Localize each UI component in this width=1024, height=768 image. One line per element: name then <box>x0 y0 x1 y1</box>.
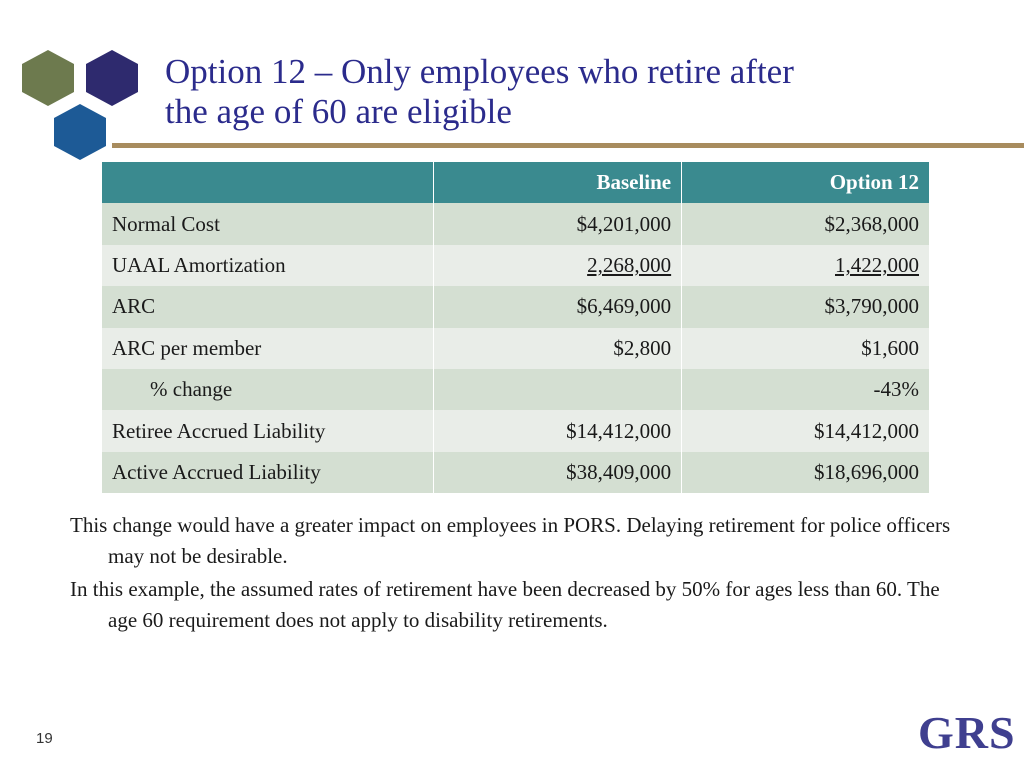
blue-hexagon <box>54 104 106 160</box>
page-number: 19 <box>36 730 53 747</box>
table-row <box>102 452 930 493</box>
notes <box>70 510 960 638</box>
row-label: Retiree Accrued Liability <box>102 410 434 451</box>
table-header-row <box>102 162 930 203</box>
row-label: Active Accrued Liability <box>102 452 434 493</box>
note-paragraph: This change would have a greater impact on employees in PORS. Delaying retirement for police officers may not be desirable. <box>70 513 951 568</box>
option-value: -43% <box>682 369 930 410</box>
table-row <box>102 203 930 244</box>
grs-logo-text: GRS <box>918 707 1016 758</box>
baseline-value: 2,268,000 <box>587 252 672 277</box>
header-baseline: Baseline <box>434 162 682 203</box>
title-line-2: the age of 60 are eligible <box>165 92 512 131</box>
baseline-value: $2,800 <box>434 328 682 369</box>
header-label-column <box>102 162 434 203</box>
row-label: ARC <box>102 286 434 327</box>
option-value: $14,412,000 <box>682 410 930 451</box>
option-value: $3,790,000 <box>682 286 930 327</box>
baseline-value: $14,412,000 <box>434 410 682 451</box>
baseline-value-cell <box>434 245 682 286</box>
table-row <box>102 328 930 369</box>
note-paragraph: In this example, the assumed rates of retirement have been decreased by 50% for ages less than 60. The age 60 requirement does not apply to disability retirements. <box>70 577 940 632</box>
title-underline <box>112 143 1024 148</box>
baseline-value: $6,469,000 <box>434 286 682 327</box>
table-row <box>102 286 930 327</box>
option-value: 1,422,000 <box>835 252 919 277</box>
option-value: $18,696,000 <box>682 452 930 493</box>
row-label: % change <box>102 369 434 410</box>
cost-comparison-table <box>102 162 930 493</box>
baseline-value <box>434 369 682 410</box>
option-value: $2,368,000 <box>682 203 930 244</box>
hexagon-logo <box>8 44 148 172</box>
table-row <box>102 410 930 451</box>
option-value-cell <box>682 245 930 286</box>
slide-title <box>165 52 985 132</box>
table-row <box>102 245 930 286</box>
table-row <box>102 369 930 410</box>
title-line-1: Option 12 – Only employees who retire after <box>165 52 794 91</box>
baseline-value: $4,201,000 <box>434 203 682 244</box>
option-value: $1,600 <box>682 328 930 369</box>
olive-hexagon <box>22 50 74 106</box>
baseline-value: $38,409,000 <box>434 452 682 493</box>
row-label: Normal Cost <box>102 203 434 244</box>
navy-hexagon <box>86 50 138 106</box>
row-label: ARC per member <box>102 328 434 369</box>
row-label: UAAL Amortization <box>102 245 434 286</box>
header-option-12: Option 12 <box>682 162 930 203</box>
